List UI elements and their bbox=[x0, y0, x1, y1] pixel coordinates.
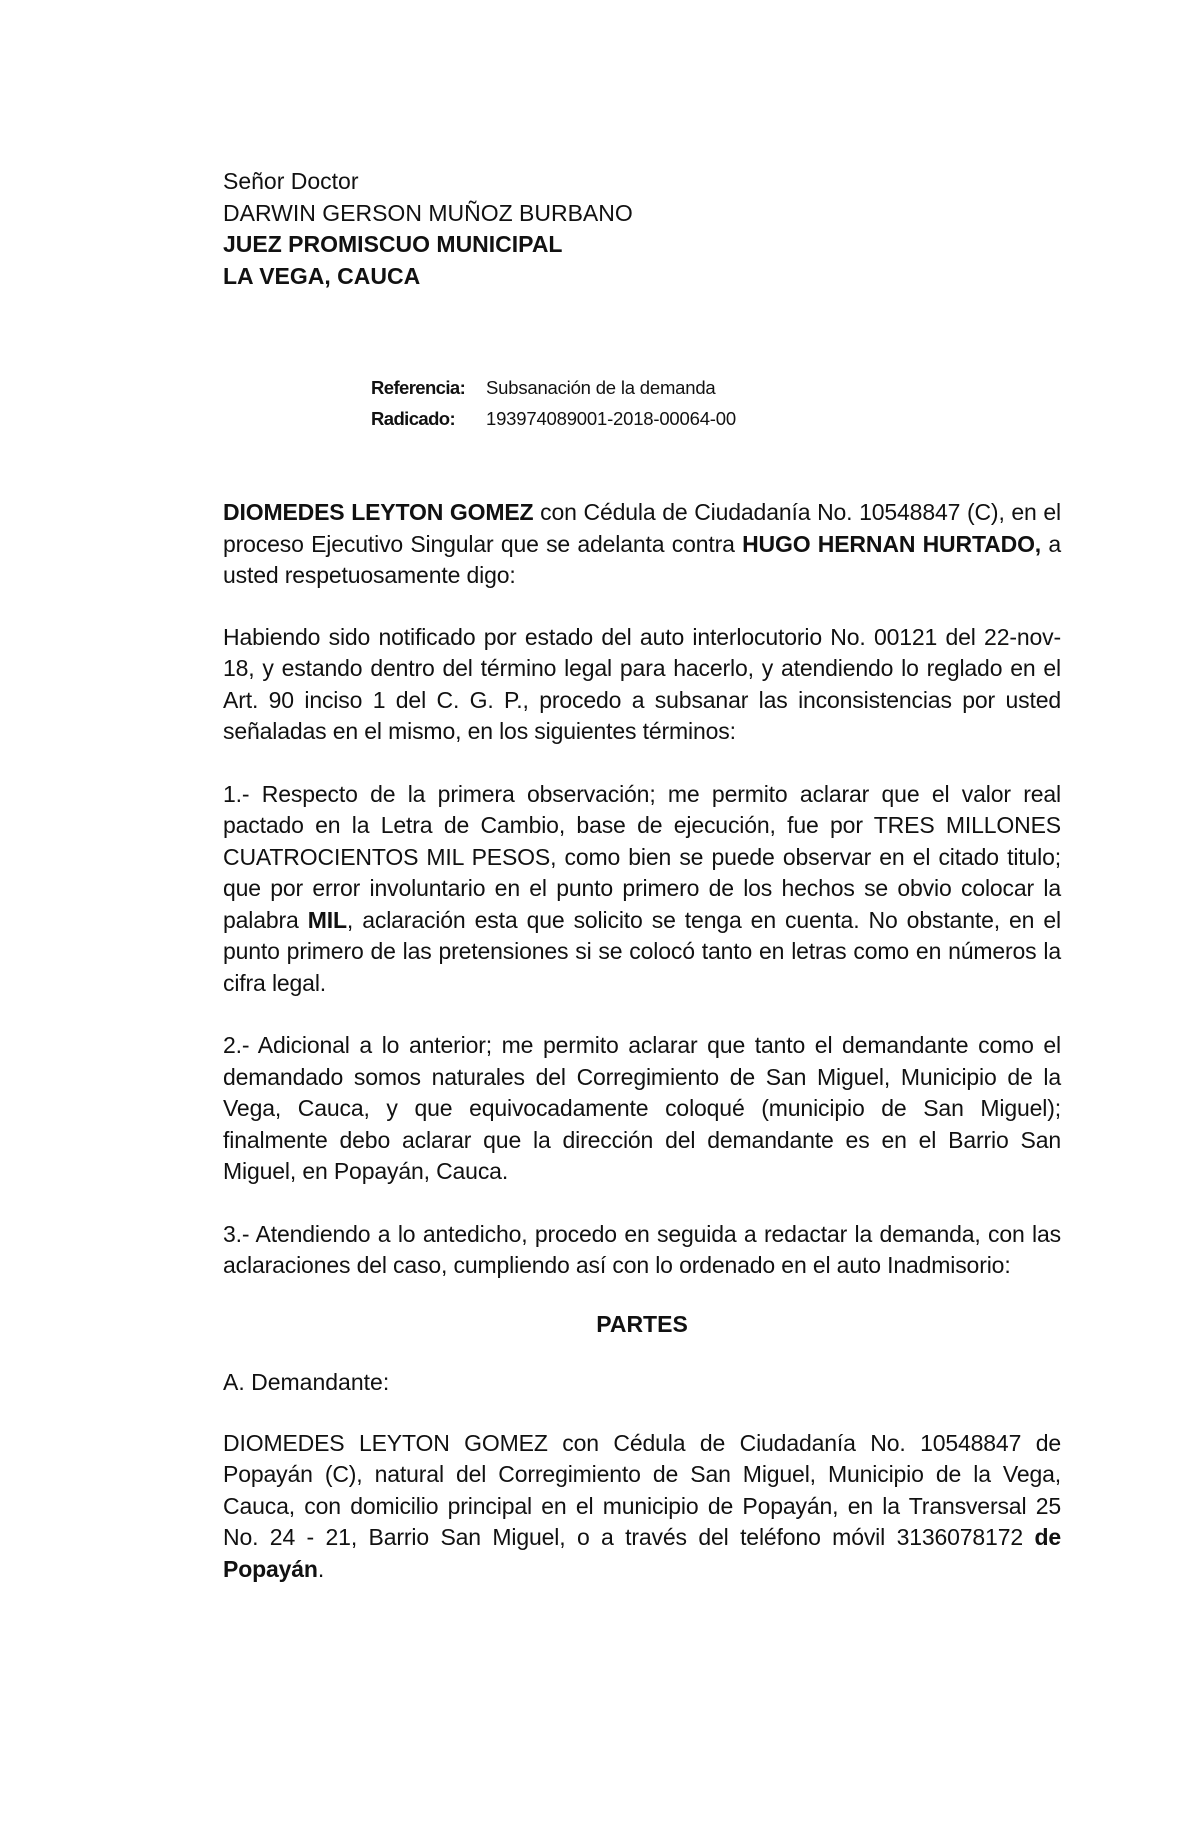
radicado-row bbox=[371, 403, 1061, 434]
point-1-text-2: , aclaración esta que solicito se tenga en cuenta. No obstante, en el punto primero de las pretensiones si se colocó tanto en letras como en números la cifra legal. bbox=[223, 906, 1061, 996]
point-2-paragraph: 2.- Adicional a lo anterior; me permito aclarar que tanto el demandante como el demandado somos naturales del Corregimiento de San Miguel, Municipio de la Vega, Cauca, y que equivocadamente coloqué (municipio de San Miguel); finalmente debo aclarar que la dirección del demandante es en el Barrio San Miguel, en Popayán, Cauca. bbox=[223, 1032, 1061, 1184]
intro-text-1: con Cédula de Ciudadanía No. 10548847 (C), en el proceso Ejecutivo Singular que se adelanta contra bbox=[223, 499, 1061, 557]
point-1-text-1: 1.- Respecto de la primera observación; me permito aclarar que el valor real pactado en la Letra de Cambio, base de ejecución, fue por TRES MILLONES CUATROCIENTOS MIL PESOS, como bien se puede observar en el citado titulo; que por error involuntario en el punto primero de los hechos se obvio colocar la palabra bbox=[223, 780, 1061, 933]
point-1-bold-word: MIL bbox=[307, 906, 347, 933]
document-body bbox=[223, 166, 1061, 1585]
plaintiff-end: . bbox=[317, 1555, 325, 1582]
intro-defendant-name: HUGO HERNAN HURTADO, bbox=[742, 530, 1042, 557]
intro-plaintiff-name: DIOMEDES LEYTON GOMEZ bbox=[223, 499, 534, 525]
reference-value: Subsanación de la demanda bbox=[486, 377, 716, 398]
addressee-title: JUEZ PROMISCUO MUNICIPAL bbox=[223, 231, 563, 257]
notice-paragraph: Habiendo sido notificado por estado del auto interlocutorio No. 00121 del 22-nov-18, y estando dentro del término legal para hacerlo, y atendiendo lo reglado en el Art. 90 inciso 1 del C. G. P., procedo a subsanar las inconsistencias por usted señaladas en el mismo, en los siguientes términos: bbox=[223, 623, 1061, 744]
intro-text-2: a usted respetuosamente digo: bbox=[223, 530, 1062, 588]
point-3-paragraph: 3.- Atendiendo a lo antedicho, procedo en seguida a redactar la demanda, con las aclaraciones del caso, cumpliendo así con lo ordenado en el auto Inadmisorio: bbox=[223, 1220, 1061, 1278]
radicado-label: Radicado: bbox=[371, 408, 456, 429]
plaintiff-text: DIOMEDES LEYTON GOMEZ con Cédula de Ciudadanía No. 10548847 de Popayán (C), natural del Corregimiento de San Miguel, Municipio de la Vega, Cauca, con domicilio principal en el municipio de Popayán, en la Transversal 25 No. 24 - 21, Barrio San Miguel, o a través del teléfono móvil 3136078172 bbox=[223, 1429, 1061, 1550]
reference-label: Referencia: bbox=[371, 377, 466, 398]
section-title-partes: PARTES bbox=[596, 1310, 688, 1337]
radicado-value: 193974089001-2018-00064-00 bbox=[486, 408, 736, 429]
reference-block bbox=[371, 372, 1061, 434]
subsection-demandante: A. Demandante: bbox=[223, 1369, 390, 1395]
plaintiff-paragraph bbox=[223, 1428, 1061, 1586]
addressee-block bbox=[223, 166, 1061, 292]
point-1-paragraph bbox=[223, 779, 1061, 1000]
plaintiff-bold-text: de Popayán bbox=[223, 1524, 1061, 1582]
addressee-name: DARWIN GERSON MUÑOZ BURBANO bbox=[223, 199, 633, 226]
intro-paragraph bbox=[223, 497, 1061, 592]
addressee-location: LA VEGA, CAUCA bbox=[223, 262, 421, 289]
reference-row bbox=[371, 372, 1061, 403]
addressee-salutation: Señor Doctor bbox=[223, 168, 359, 194]
